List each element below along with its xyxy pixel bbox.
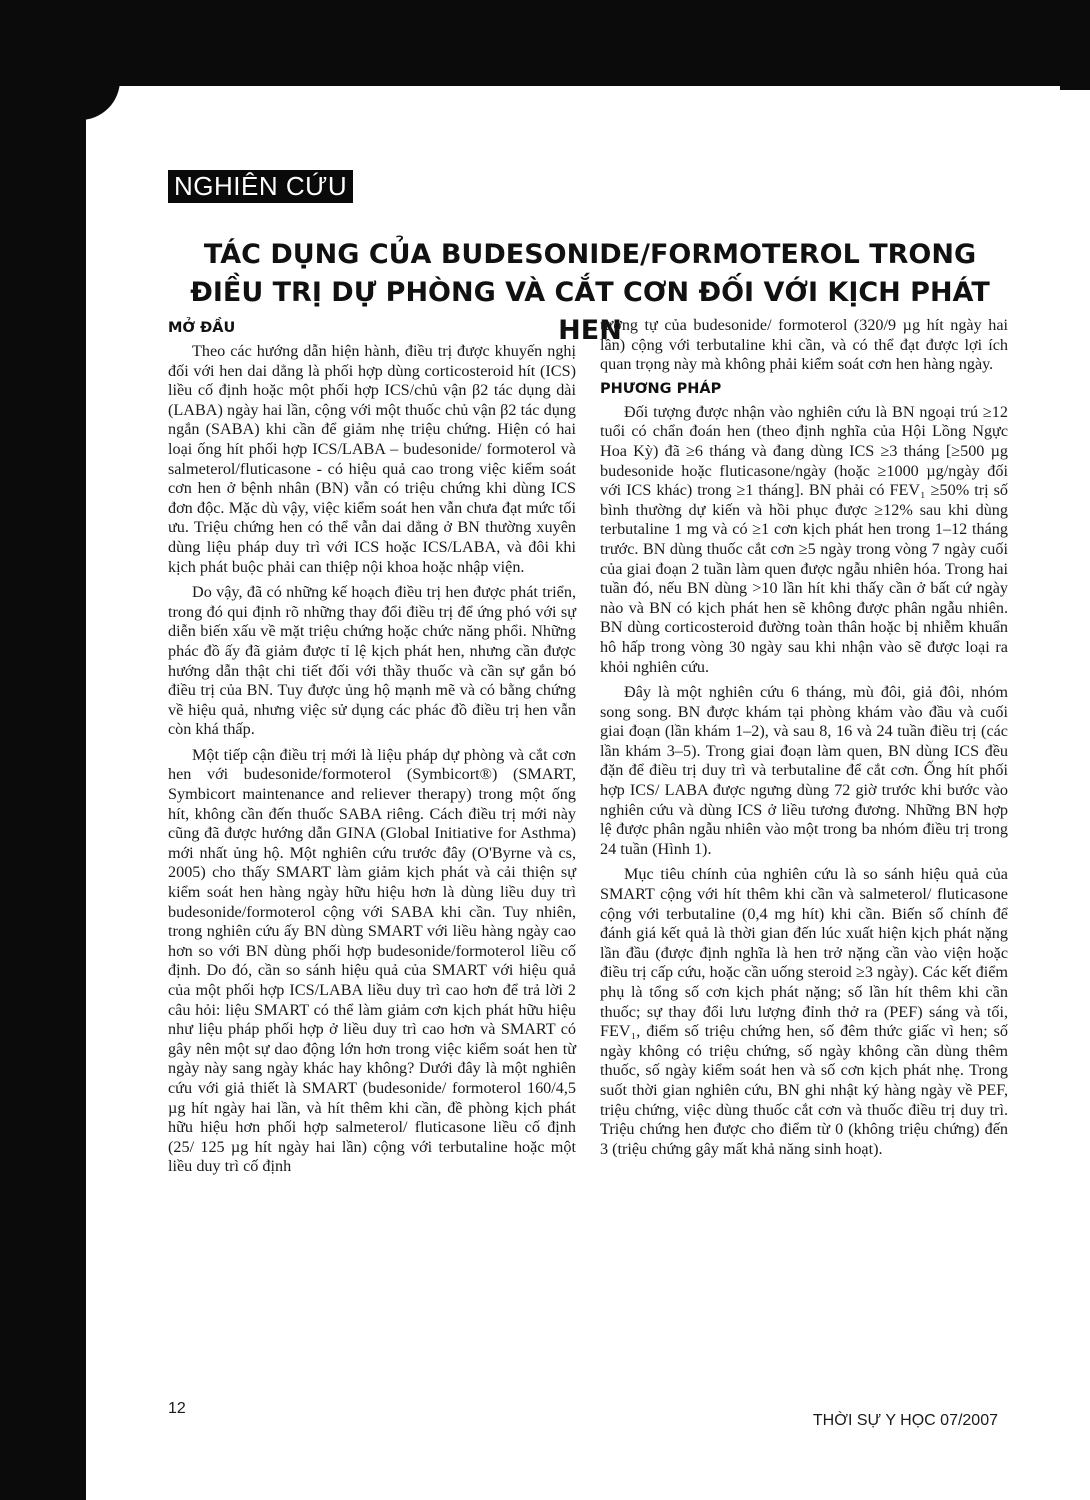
scan-border-left: [0, 86, 86, 1500]
paragraph: Một tiếp cận điều trị mới là liệu pháp dự phòng và cắt cơn hen với budesonide/formoterol (Symbicort®) (SMART, Symbicort maintenance and reliever therapy) trong một ống hít, không cần đến thuốc SABA riêng. Cách điều trị mới này cũng đã được hướng dẫn GINA (Global Initiative for Asthma) mới nhất ủng hộ. Một nghiên cứu trước đây (O'Byrne và cs, 2005) cho thấy SMART làm giảm kịch phát và cải thiện sự kiểm soát hen hàng ngày hữu hiệu hơn là dùng liều duy trì budesonide/formoterol cộng với SABA khi cần. Tuy nhiên, trong nghiên cứu ấy BN dùng SMART với liều hàng ngày cao hơn so với BN dùng phối hợp budesonide/formoterol liều cố định. Do đó, cần so sánh hiệu quả của SMART với hiệu quả của một phối hợp ICS/LABA liều duy trì cao hơn để trả lời 2 câu hỏi: liệu SMART có thể làm giảm cơn kịch phát hữu hiệu như liệu pháp phối hợp ở liều duy trì cao hơn và SMART có gây nên một sự dao động lớn hơn trong việc kiểm soát hen từ ngày này sang ngày khác hay không? Dưới đây là một nghiên cứu với giả thiết là SMART (budesonide/ formoterol 160/4,5 µg hít ngày hai lần, và hít thêm khi cần, đề phòng kịch phát hữu hiệu hơn phối hợp salmeterol/ fluticasone liều cố định (25/ 125 µg hít ngày hai lần) cộng với terbutaline hoặc một liều duy trì cố định: [168, 745, 576, 1176]
scan-border-top: [0, 0, 1090, 86]
paragraph: Đây là một nghiên cứu 6 tháng, mù đôi, giả đôi, nhóm song song. BN được khám tại phòng khám vào đầu và cuối giai đoạn (lần khám 1–2), và sau 8, 16 và 24 tuần điều trị (các lần khám 3–5). Trong giai đoạn làm quen, BN dùng ICS đều đặn để điều trị duy trì và terbutaline để cắt cơn. Ống hít phối hợp ICS/ LABA được ngưng dùng 72 giờ trước khi bước vào nghiên cứu và dùng ICS ở liều tương đương. Những BN hợp lệ được phân ngẫu nhiên vào một trong ba nhóm điều trị trong 24 tuần (Hình 1).: [600, 683, 1008, 858]
paragraph: Mục tiêu chính của nghiên cứu là so sánh hiệu quả của SMART cộng với hít thêm khi cần và salmeterol/ fluticasone cộng với terbutaline (0,4 mg hít) khi cần. Biến số chính để đánh giá kết quả là thời gian đến lúc xuất hiện kịch phát nặng lần đầu (được định nghĩa là hen trở nặng cần vào viện hoặc điều trị cấp cứu, hoặc cần uống steroid ≥3 ngày). Các kết điểm phụ là tổng số cơn kịch phát nặng; số lần hít thêm khi cần thuốc; sự thay đổi lưu lượng đỉnh thở ra (PEF) sáng và tối, FEV₁, điểm số triệu chứng hen, số đêm thức giấc vì hen; số ngày không có triệu chứng, số ngày không cần dùng thêm thuốc, số ngày kiểm soát hen và số cơn kịch phát nhẹ. Trong suốt thời gian nghiên cứu, BN ghi nhật ký hàng ngày về PEF, triệu chứng, việc dùng thuốc cắt cơn và thuốc điều trị duy trì. Triệu chứng hen được cho điểm từ 0 (không triệu chứng) đến 3 (triệu chứng gây mất khả năng sinh hoạt).: [600, 865, 1008, 1158]
paragraph: Đối tượng được nhận vào nghiên cứu là BN ngoại trú ≥12 tuổi có chẩn đoán hen (theo định nghĩa của Hội Lồng Ngực Hoa Kỳ) đã ≥6 tháng và đang dùng ICS ≥3 tháng [≥500 µg budesonide hoặc fluticasone/ngày (hoặc ≥1000 µg/ngày đối với ICS khác) trong ≥1 tháng]. BN phải có FEV₁ ≥50% trị số bình thường dự kiến và hồi phục được ≥12% sau khi dùng terbutaline 1 mg và có ≥1 cơn kịch phát hen trong 1–12 tháng trước. BN dùng thuốc cắt cơn ≥5 ngày trong vòng 7 ngày cuối của giai đoạn 2 tuần làm quen được ngẫu nhiên hóa. Trong hai tuần đó, nếu BN dùng >10 lần hít khi thấy cần ở bất cứ ngày nào và BN có kịch phát hen sẽ không được phân ngẫu nhiên. BN dùng corticosteroid đường toàn thân hoặc bị nhiễm khuẩn hô hấp trong vòng 30 ngày sau khi nhận vào sẽ được loại ra khỏi nghiên cứu.: [600, 402, 1008, 676]
paragraph-continued: tương tự của budesonide/ formoterol (320/9 µg hít ngày hai lần) cộng với terbutaline khi cần, và có thể đạt được lợi ích quan trọng này mà không phải kiểm soát cơn hen hàng ngày.: [600, 316, 1008, 374]
scan-corner-shadow: [60, 60, 120, 120]
right-column: [600, 316, 1008, 1165]
paragraph: Do vậy, đã có những kế hoạch điều trị hen được phát triển, trong đó qui định rõ những thay đổi điều trị để ứng phó với sự diễn biến xấu về mặt triệu chứng hoặc chức năng phổi. Những phác đồ ấy đã giảm được tỉ lệ kịch phát hen, nhưng cần được hướng dẫn thật chi tiết đối với thầy thuốc và cần sự gắn bó điều trị của BN. Tuy được ủng hộ mạnh mẽ và có bằng chứng về hiệu quả, nhưng việc sử dụng các phác đồ điều trị hen vẫn còn khá thấp.: [168, 583, 576, 739]
left-column: [168, 316, 576, 1183]
section-tag: NGHIÊN CỨU: [168, 170, 353, 203]
page-number: 12: [168, 1400, 186, 1417]
section-heading-intro: MỞ ĐẦU: [168, 320, 236, 336]
journal-footer: THỜI SỰ Y HỌC 07/2007: [812, 1412, 998, 1429]
article-title: TÁC DỤNG CỦA BUDESONIDE/FORMOTEROL TRONG ĐIỀU TRỊ DỰ PHÒNG VÀ CẮT CƠN ĐỐI VỚI KỊCH PHÁT HEN: [190, 239, 990, 346]
scan-border-right: [1060, 0, 1090, 90]
paragraph: Theo các hướng dẫn hiện hành, điều trị được khuyến nghị đối với hen dai dẳng là phối hợp dùng corticosteroid hít (ICS) liều cố định hoặc một phối hợp ICS/chủ vận β2 tác dụng dài (LABA) ngày hai lần, cộng với một thuốc chủ vận β2 tác dụng ngắn (SABA) khi cần để giảm nhẹ triệu chứng. Hiện có hai loại ống hít phối hợp ICS/LABA – budesonide/ formoterol và salmeterol/fluticasone - có hiệu quả cao trong việc kiểm soát cơn hen ở bệnh nhân (BN) vẫn có triệu chứng khi dùng ICS đơn độc. Mặc dù vậy, việc kiểm soát hen vẫn chưa đạt mức tối ưu. Triệu chứng hen có thể vẫn dai dẳng ở BN thường xuyên dùng liệu pháp duy trì với ICS hoặc ICS/LABA, và đôi khi kịch phát buộc phải can thiệp nội khoa hoặc nhập viện.: [168, 342, 576, 576]
section-heading-methods: PHƯƠNG PHÁP: [600, 380, 722, 397]
